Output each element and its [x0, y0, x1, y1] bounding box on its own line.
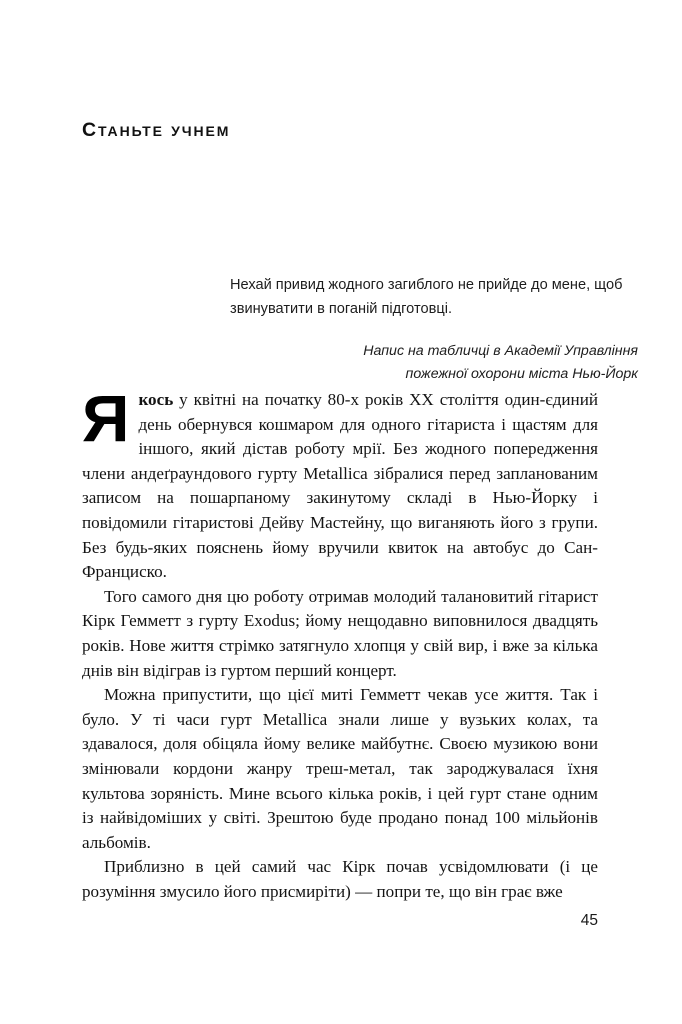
page-number: 45 — [580, 912, 598, 929]
paragraph-4-text: Приблизно в цей самий час Кірк почав усвідомлювати (і це розуміння змусило його присмиріти) — попри те, що він грає вже — [82, 857, 598, 901]
epigraph-attribution-line-2: пожежної охорони міста Нью-Йорк — [405, 366, 638, 383]
paragraph-4-wrap — [82, 855, 598, 904]
epigraph-block — [230, 273, 638, 387]
paragraph-3-text: Можна припустити, що цієї миті Гемметт чекав усе життя. Так і було. У ті часи гурт Metallica знали лише у вузьких колах, та здавалося, доля обіцяла йому велике майбутнє. Своєю музикою вони змінювали кордони жанру треш-метал, так зароджувалася їхня культова зоряність. Мине всього кілька років, і цей гурт стане одним із найвідоміших у світі. Зрештою буде продано понад 100 мільйонів альбомів. — [82, 685, 598, 852]
epigraph-attribution — [230, 340, 638, 387]
drop-cap: Я — [82, 381, 130, 455]
paragraph-lead-in: кось — [138, 390, 174, 409]
paragraph-3-wrap — [82, 683, 598, 855]
paragraph-1-text: у квітні на початку 80-х років XX століття один-єдиний день обернувся кошмаром для одного гітариста і щастям для іншого, який дістав роботу мрії. Без жодного попередження члени андеґраундового гурту Metallica зібралися перед запланованим записом на пошарпаному закинутому складі в Нью-Йорку і повідомили гітаристові Дейву Мастейну, що виганяють його з групи. Без будь-яких пояснень йому вручили квиток на автобус до Сан-Франциско. — [82, 390, 598, 582]
page-title: Станьте учнем — [82, 119, 231, 142]
epigraph-attribution-line-1: Напис на табличці в Академії Управління — [363, 342, 638, 359]
epigraph-quote: Нехай привид жодного загиблого не прийде до мене, щоб звинуватити в поганій підготовці. — [230, 276, 623, 317]
body-text — [82, 381, 598, 904]
paragraph-2-text: Того самого дня цю роботу отримав молодий талановитий гітарист Кірк Гемметт з гурту Exodus; йому нещодавно виповнилося двадцять років. Нове життя стрімко затягнуло хлопця у свій вир, і вже за кілька днів він відіграв із гуртом перший концерт. — [82, 586, 598, 680]
paragraph-2-wrap — [82, 585, 598, 683]
paragraph-1 — [82, 381, 598, 585]
